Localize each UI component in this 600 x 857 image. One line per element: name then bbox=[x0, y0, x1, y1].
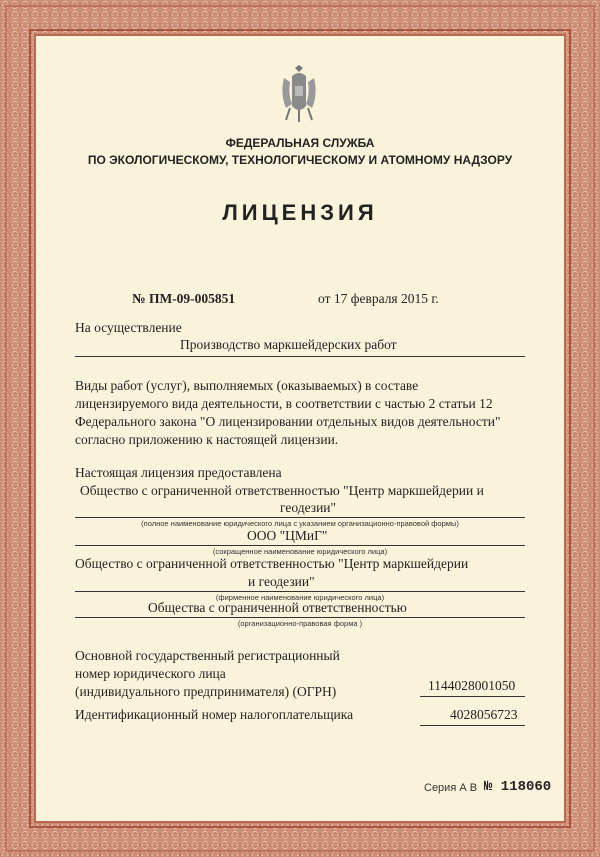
holder-firm-name-line2: и геодезии" bbox=[248, 574, 315, 589]
org-name-line2: ПО ЭКОЛОГИЧЕСКОМУ, ТЕХНОЛОГИЧЕСКОМУ И АТОМНОМУ НАДЗОРУ bbox=[87, 153, 513, 167]
works-line4: согласно приложению к настоящей лицензии. bbox=[75, 432, 339, 447]
coat-of-arms-emblem bbox=[276, 64, 322, 126]
firm-name-underline bbox=[75, 591, 525, 592]
license-date: от 17 февраля 2015 г. bbox=[318, 291, 439, 306]
holder-legal-form: Общества с ограниченной ответственностью bbox=[148, 600, 407, 615]
short-name-caption: (сокращенное наименование юридического лица) bbox=[212, 547, 388, 556]
works-line3: Федерального закона "О лицензировании отдельных видов деятельности" bbox=[75, 414, 501, 429]
inn-label: Идентификационный номер налогоплательщика bbox=[75, 707, 354, 722]
series-number: № 118060 bbox=[484, 779, 552, 795]
holder-full-name-line2: геодезии" bbox=[280, 500, 337, 515]
purpose-underline bbox=[75, 356, 525, 357]
holder-firm-name-line1: Общество с ограниченной ответственностью "Центр маркшейдерии bbox=[75, 556, 469, 571]
series-label: Серия А В bbox=[424, 782, 478, 794]
document-title: ЛИЦЕНЗИЯ bbox=[222, 200, 378, 225]
holder-full-name-line1: Общество с ограниченной ответственностью "Центр маркшейдерии и bbox=[80, 483, 484, 498]
full-name-caption: (полное наименование юридического лица с указанием организационно-правовой формы) bbox=[141, 519, 459, 528]
purpose-label: На осуществление bbox=[75, 320, 182, 335]
works-line2: лицензируемого вида деятельности, в соответствии с частью 2 статьи 12 bbox=[75, 396, 493, 411]
ogrn-label-line3: (индивидуального предпринимателя) (ОГРН) bbox=[75, 684, 337, 699]
ogrn-label-line2: номер юридического лица bbox=[75, 666, 226, 681]
works-line1: Виды работ (услуг), выполняемых (оказываемых) в составе bbox=[75, 378, 419, 393]
purpose-value: Производство маркшейдерских работ bbox=[180, 337, 397, 352]
inn-value: 4028056723 bbox=[450, 707, 518, 722]
full-name-underline bbox=[75, 517, 525, 518]
short-name-underline bbox=[75, 545, 525, 546]
holder-short-name: ООО "ЦМиГ" bbox=[247, 528, 328, 543]
legal-form-underline bbox=[75, 617, 525, 618]
ogrn-underline bbox=[420, 696, 525, 697]
license-number: № ПМ-09-005851 bbox=[132, 291, 236, 306]
holder-intro: Настоящая лицензия предоставлена bbox=[75, 465, 282, 480]
firm-name-caption: (фирменное наименование юридического лица) bbox=[215, 593, 385, 602]
ogrn-label-line1: Основной государственный регистрационный bbox=[75, 648, 340, 663]
org-name-line1: ФЕДЕРАЛЬНАЯ СЛУЖБА bbox=[225, 136, 375, 150]
ogrn-value: 1144028001050 bbox=[428, 678, 516, 693]
inn-underline bbox=[420, 725, 525, 726]
legal-form-caption: (организационно-правовая форма ) bbox=[237, 619, 363, 628]
